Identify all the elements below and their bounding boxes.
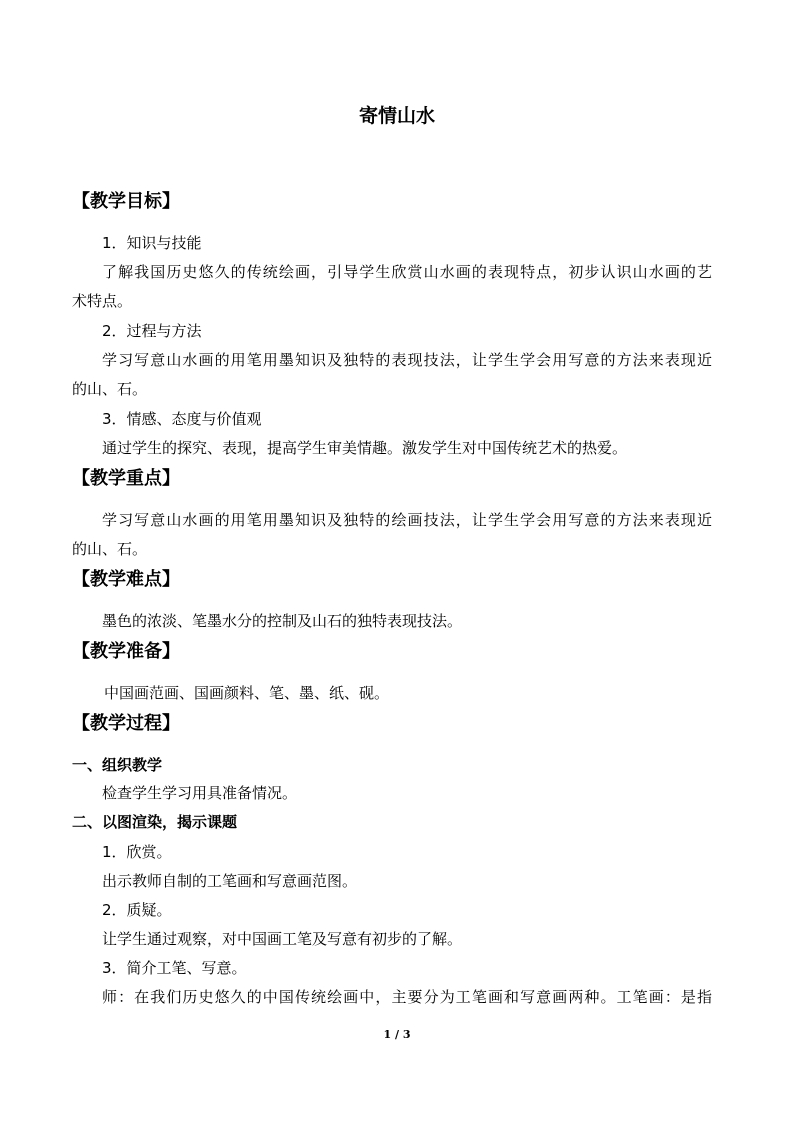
key-points-heading: 【教学重点】: [72, 468, 180, 489]
step-1-text: 检查学生学习用具准备情况。: [102, 784, 298, 802]
objective-1-title: 1．知识与技能: [102, 234, 202, 252]
sub-step-1-text: 出示教师自制的工笔画和写意画范图。: [102, 872, 358, 890]
difficulties-heading: 【教学难点】: [72, 569, 180, 590]
objective-2-text-line1: 学习写意山水画的用笔用墨知识及独特的表现技法，让学生学会用写意的方法来表现近: [102, 351, 712, 369]
process-heading: 【教学过程】: [72, 713, 180, 734]
key-points-text-line1: 学习写意山水画的用笔用墨知识及独特的绘画技法，让学生学会用写意的方法来表现近: [102, 511, 712, 529]
objective-3-title: 3．情感、态度与价值观: [102, 410, 262, 428]
step-1-title: 一、组织教学: [72, 756, 163, 774]
step-2-title: 二、以图渲染，揭示课题: [72, 813, 238, 831]
key-points-text-line2: 的山、石。: [72, 540, 148, 558]
objective-2-title: 2．过程与方法: [102, 322, 202, 340]
sub-step-3-text-line1: 师：在我们历史悠久的中国传统绘画中，主要分为工笔画和写意画两种。工笔画：是指: [102, 988, 712, 1006]
sub-step-1-title: 1．欣赏。: [102, 843, 172, 861]
page-number: 1 / 3: [383, 1028, 411, 1041]
objectives-heading: 【教学目标】: [72, 191, 180, 212]
preparation-heading: 【教学准备】: [72, 641, 180, 662]
objective-3-text: 通过学生的探究、表现，提高学生审美情趣。激发学生对中国传统艺术的热爱。: [102, 439, 628, 457]
objective-2-text-line2: 的山、石。: [72, 380, 148, 398]
sub-step-3-title: 3．简介工笔、写意。: [102, 959, 247, 977]
objective-1-text-line1: 了解我国历史悠久的传统绘画，引导学生欣赏山水画的表现特点，初步认识山水画的艺: [102, 263, 712, 281]
sub-step-2-title: 2．质疑。: [102, 901, 172, 919]
preparation-text: 中国画范画、国画颜料、笔、墨、纸、砚。: [104, 684, 390, 702]
sub-step-2-text: 让学生通过观察，对中国画工笔及写意有初步的了解。: [102, 930, 463, 948]
objective-1-text-line2: 术特点。: [72, 292, 133, 310]
document-title: 寄情山水: [358, 105, 435, 127]
difficulties-text: 墨色的浓淡、笔墨水分的控制及山石的独特表现技法。: [102, 612, 463, 630]
